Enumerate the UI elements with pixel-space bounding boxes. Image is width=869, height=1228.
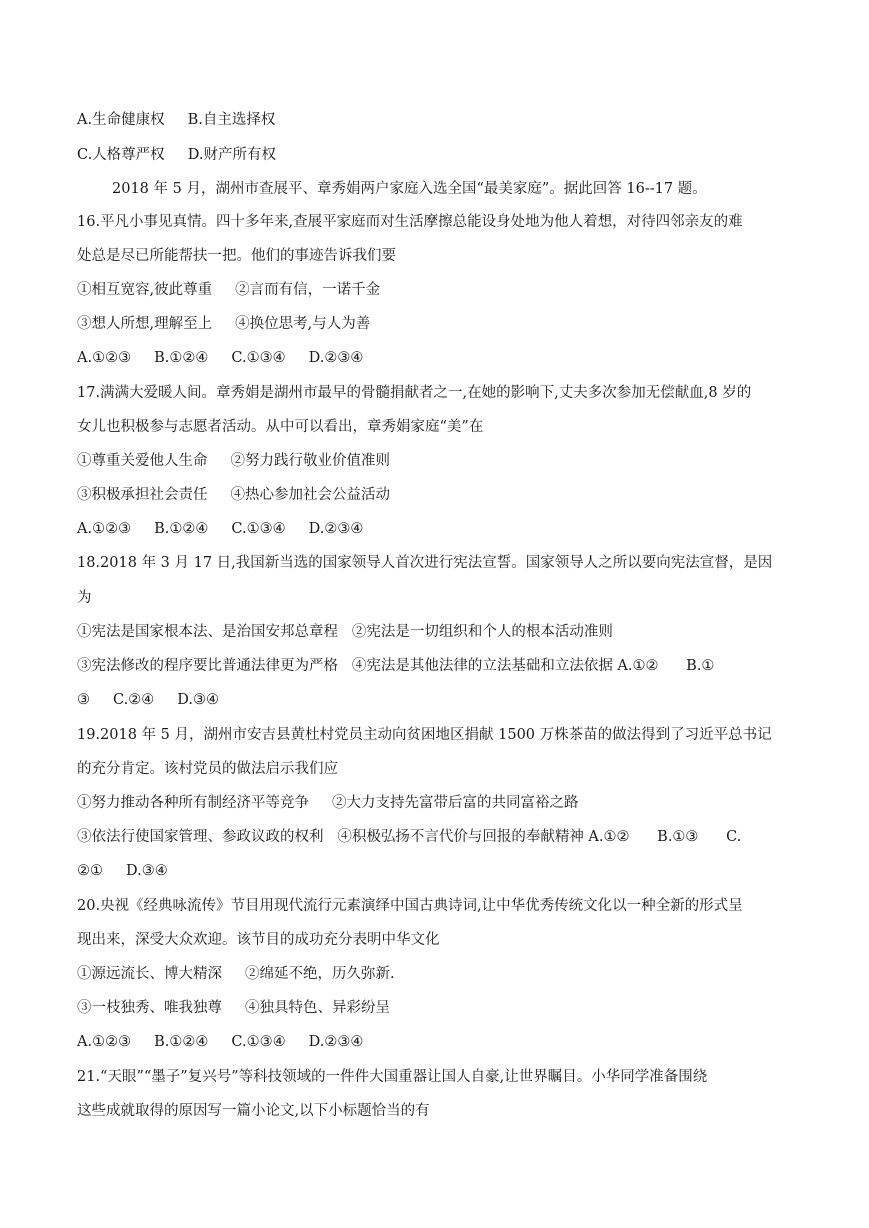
option-line: C.人格尊严权 D.财产所有权: [77, 147, 276, 163]
option-line: A.①②③ B.①②④ C.①③④ D.②③④: [77, 521, 364, 537]
option-line: ③ C.②④ D.③④: [77, 692, 219, 708]
statement-line: ③想人所想,理解至上 ④换位思考,与人为善: [77, 316, 371, 332]
statement-line: ③宪法修改的程序要比普通法律更为严格 ④宪法是其他法律的立法基础和立法依据 A.①② B.①: [77, 658, 715, 674]
question-18-stem-cont: 为: [77, 590, 92, 606]
question-21-stem: 21.“天眼”“墨子”复兴号”等科技领域的一件件大国重器让国人自豪,让世界瞩目。小华同学准备围绕: [77, 1069, 708, 1085]
statement-line: ①努力推动各种所有制经济平等竞争 ②大力支持先富带后富的共同富裕之路: [77, 795, 579, 811]
question-20-stem: 20.央视《经典咏流传》节目用现代流行元素演绎中国古典诗词,让中华优秀传统文化以一种全新的形式呈: [77, 898, 743, 914]
statement-line: ①相互宽容,彼此尊重 ②言而有信，一诺千金: [77, 282, 381, 298]
statement-line: ③积极承担社会责任 ④热心参加社会公益活动: [77, 487, 391, 503]
statement-line: ①源远流长、博大精深 ②绵延不绝，历久弥新.: [77, 966, 395, 982]
passage-intro: 2018 年 5 月，湖州市查展平、章秀娟两户家庭入选全国“最美家庭”。据此回答 16--17 题。: [112, 181, 707, 197]
statement-line: ①尊重关爱他人生命 ②努力践行敬业价值准则: [77, 453, 391, 469]
question-19-stem: 19.2018 年 5 月，湖州市安吉县黄杜村党员主动向贫困地区捐献 1500 万株茶苗的做法得到了习近平总书记: [77, 727, 772, 743]
option-line: ②① D.③④: [77, 863, 168, 879]
option-line: A.①②③ B.①②④ C.①③④ D.②③④: [77, 350, 364, 366]
question-17-stem-cont: 女儿也积极参与志愿者活动。从中可以看出，章秀娟家庭“美”在: [77, 419, 484, 435]
question-19-stem-cont: 的充分肯定。该村党员的做法启示我们应: [77, 761, 338, 777]
question-17-stem: 17.满满大爱暖人间。章秀娟是湖州市最早的骨髓捐献者之一,在她的影响下,丈夫多次参加无偿献血,8 岁的: [77, 385, 752, 401]
statement-line: ③依法行使国家管理、参政议政的权利 ④积极弘扬不言代价与回报的奉献精神 A.①② B.①③ C.: [77, 829, 742, 845]
statement-line: ③一枝独秀、唯我独尊 ④独具特色、异彩纷呈: [77, 1000, 391, 1016]
question-21-stem-cont: 这些成就取得的原因写一篇小论文,以下小标题恰当的有: [77, 1103, 430, 1119]
question-18-stem: 18.2018 年 3 月 17 日,我国新当选的国家领导人首次进行宪法宣誓。国家领导人之所以要向宪法宣督，是因: [77, 555, 773, 571]
question-16-stem-cont: 处总是尽已所能帮扶一把。他们的事迹告诉我们要: [77, 248, 396, 264]
statement-line: ①宪法是国家根本法、是治国安邦总章程 ②宪法是一切组织和个人的根本活动准则: [77, 624, 613, 640]
option-line: A.生命健康权 B.自主选择权: [77, 112, 276, 128]
option-line: A.①②③ B.①②④ C.①③④ D.②③④: [77, 1034, 364, 1050]
question-20-stem-cont: 现出来，深受大众欢迎。该节目的成功充分表明中华文化: [77, 932, 440, 948]
question-16-stem: 16.平凡小事见真情。四十多年来,查展平家庭而对生活摩擦总能设身处地为他人着想，对待四邻亲友的难: [77, 214, 743, 230]
